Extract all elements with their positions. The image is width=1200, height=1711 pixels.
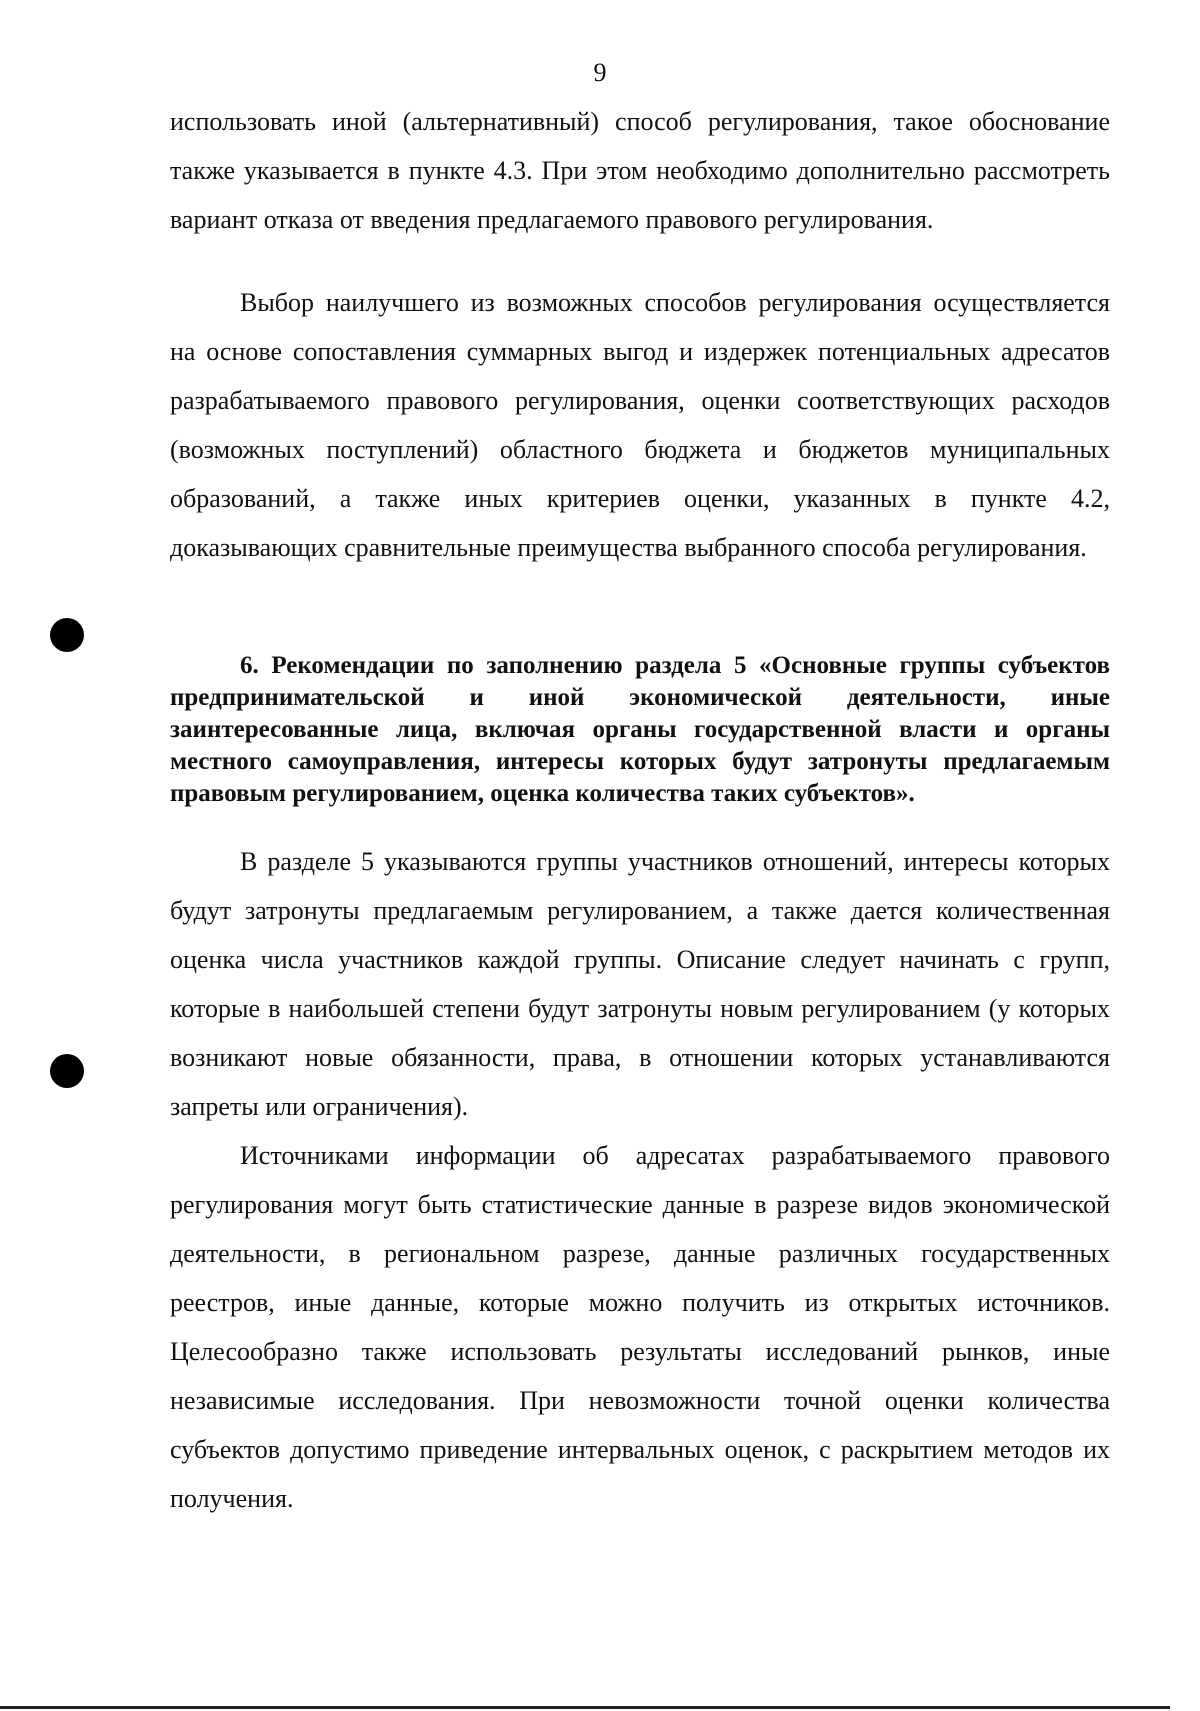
punch-hole-bottom [50,1054,84,1088]
paragraph-section-5-groups: В разделе 5 указываются группы участников отношений, интересы которых будут затронуты предлагаемым регулированием, а также дается количественная оценка числа участников каждой группы. Описание следует начинать с групп, которые в наибольшей степени будут затронуты новым регулированием (у которых возникают новые обязанности, права, в отношении которых устанавливаются запреты или ограничения). [170,847,1110,1121]
section-heading-6: 6. Рекомендации по заполнению раздела 5 «Основные группы субъектов предпринимательской и иной экономической деятельности, иные заинтересованные лица, включая органы государственной власти и органы местного самоуправления, интересы которых будут затронуты предлагаемым правовым регулированием, оценка количества таких субъектов». [170,652,1110,807]
paragraph-choice-of-regulation: Выбор наилучшего из возможных способов регулирования осуществляется на основе сопоставления суммарных выгод и издержек потенциальных адресатов разрабатываемого правового регулирования, оценки соответствующих расходов (возможных поступлений) областного бюджета и бюджетов муниципальных образований, а также иных критериев оценки, указанных в пункте 4.2, доказывающих сравнительные преимущества выбранного способа регулирования. [170,288,1110,562]
bottom-edge-line [0,1706,1170,1709]
page-number: 9 [593,58,607,87]
punch-hole-top [50,618,84,652]
paragraph-continuation: использовать иной (альтернативный) способ регулирования, такое обоснование также указывается в пункте 4.3. При этом необходимо дополнительно рассмотреть вариант отказа от введения предлагаемого правового регулирования. [170,107,1110,234]
paragraph-information-sources: Источниками информации об адресатах разрабатываемого правового регулирования могут быть статистические данные в разрезе видов экономической деятельности, в региональном разрезе, данные различных государственных реестров, иные данные, которые можно получить из открытых источников. Целесообразно также использовать результаты исследований рынков, иные независимые исследования. При невозможности точной оценки количества субъектов допустимо приведение интервальных оценок, с раскрытием методов их получения. [170,1141,1110,1513]
